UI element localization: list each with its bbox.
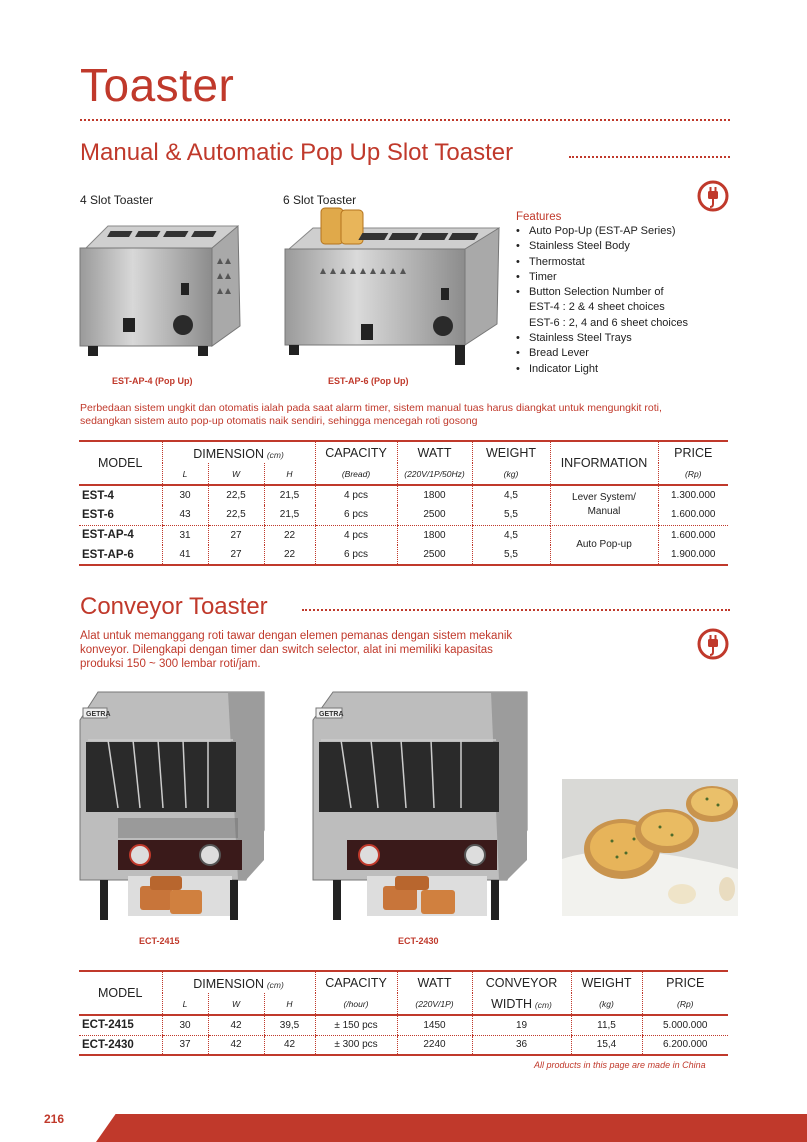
six-slot-caption: EST-AP-6 (Pop Up) bbox=[328, 376, 409, 386]
slot-toaster-table bbox=[79, 440, 728, 566]
four-slot-toaster-image bbox=[78, 218, 248, 368]
cell-watt: 2500 bbox=[397, 505, 472, 525]
conveyor-toaster-table bbox=[79, 970, 728, 1056]
cell-h: 21,5 bbox=[264, 485, 315, 505]
table-row bbox=[79, 1035, 728, 1055]
brand-logo-text: GETRA bbox=[86, 711, 111, 718]
cell-information-auto: Auto Pop-up bbox=[550, 525, 658, 565]
row-model: EST-6 bbox=[79, 505, 162, 525]
conveyor-heading-divider bbox=[302, 609, 730, 611]
features-block bbox=[516, 211, 688, 377]
cell-weight: 4,5 bbox=[472, 525, 550, 545]
col-conveyor-header: CONVEYOR bbox=[472, 971, 571, 993]
cell-w: 22,5 bbox=[208, 485, 264, 505]
col-dimension-header: DIMENSION (cm) bbox=[162, 971, 315, 993]
page-title: Toaster bbox=[80, 59, 235, 111]
row-model: EST-AP-4 bbox=[82, 529, 134, 542]
cell-weight: 15,4 bbox=[571, 1035, 642, 1055]
row-model: ECT-2430 bbox=[82, 1038, 134, 1051]
col-watt-unit: (220V/1P) bbox=[397, 993, 472, 1015]
conveyor-description bbox=[80, 629, 512, 671]
col-h-header: H bbox=[264, 993, 315, 1015]
feature-item: • Timer bbox=[516, 270, 688, 285]
cell-price: 5.000.000 bbox=[642, 1015, 728, 1035]
col-weight-unit: (kg) bbox=[571, 993, 642, 1015]
cell-capacity: 4 pcs bbox=[315, 485, 397, 505]
col-capacity-header: CAPACITY bbox=[315, 441, 397, 463]
conveyor-description-line: Alat untuk memanggang roti tawar dengan elemen pemanas dengan sistem mekanik bbox=[80, 630, 513, 642]
col-model-header: MODEL bbox=[98, 986, 143, 1000]
cell-h: 39,5 bbox=[264, 1015, 315, 1035]
cell-l: 30 bbox=[162, 485, 208, 505]
cell-l: 30 bbox=[162, 1015, 208, 1035]
conveyor-section-heading: Conveyor Toaster bbox=[80, 593, 268, 620]
garlic-bread-photo bbox=[562, 779, 738, 916]
col-dimension-header: DIMENSION (cm) bbox=[162, 441, 315, 463]
cell-l: 41 bbox=[162, 545, 208, 565]
col-l-header: L bbox=[162, 993, 208, 1015]
col-capacity-unit: (/hour) bbox=[315, 993, 397, 1015]
title-divider bbox=[80, 119, 730, 121]
col-weight-unit: (kg) bbox=[472, 463, 550, 485]
feature-subitem: EST-4 : 2 & 4 sheet choices bbox=[529, 301, 665, 314]
cell-watt: 1450 bbox=[397, 1015, 472, 1035]
conveyor-description-line: produksi 150 ~ 300 lembar roti/jam. bbox=[80, 658, 261, 670]
cell-h: 22 bbox=[264, 545, 315, 565]
cell-price: 1.900.000 bbox=[658, 545, 728, 565]
cell-watt: 2240 bbox=[397, 1035, 472, 1055]
footer-band bbox=[96, 1114, 807, 1142]
cell-w: 27 bbox=[208, 525, 264, 545]
plug-icon bbox=[697, 628, 729, 660]
six-slot-label: 6 Slot Toaster bbox=[283, 193, 357, 207]
col-capacity-unit: (Bread) bbox=[315, 463, 397, 485]
cell-h: 21,5 bbox=[264, 505, 315, 525]
table-row bbox=[79, 1015, 728, 1035]
cell-h: 42 bbox=[264, 1035, 315, 1055]
cell-price: 1.600.000 bbox=[658, 525, 728, 545]
slot-note-line: sedangkan sistem auto pop-up otomatis naik sendiri, sehingga mencegah roti gosong bbox=[80, 415, 478, 427]
col-l-header: L bbox=[162, 463, 208, 485]
table-row bbox=[79, 525, 728, 545]
six-slot-toaster-image bbox=[283, 206, 503, 374]
feature-item: • Indicator Light bbox=[516, 362, 688, 377]
slot-heading-divider bbox=[569, 156, 730, 158]
features-list bbox=[516, 224, 688, 377]
table-row bbox=[79, 485, 728, 505]
page-number: 216 bbox=[44, 1112, 65, 1126]
cell-price: 1.300.000 bbox=[658, 485, 728, 505]
col-w-header: W bbox=[208, 463, 264, 485]
col-model-header: MODEL bbox=[98, 456, 143, 470]
col-watt-header: WATT bbox=[397, 441, 472, 463]
cell-watt: 1800 bbox=[397, 485, 472, 505]
feature-subitem: EST-6 : 2, 4 and 6 sheet choices bbox=[529, 316, 688, 329]
feature-item: • Stainless Steel Body bbox=[516, 239, 688, 254]
cell-l: 43 bbox=[162, 505, 208, 525]
col-price-header: PRICE bbox=[658, 441, 728, 463]
brand-logo-text: GETRA bbox=[319, 711, 344, 718]
cell-capacity: ± 150 pcs bbox=[315, 1015, 397, 1035]
col-conveyor-sub: WIDTH (cm) bbox=[472, 993, 571, 1015]
cell-price: 1.600.000 bbox=[658, 505, 728, 525]
four-slot-caption: EST-AP-4 (Pop Up) bbox=[112, 376, 193, 386]
cell-conveyor: 36 bbox=[472, 1035, 571, 1055]
col-price-header: PRICE bbox=[642, 971, 728, 993]
cell-weight: 4,5 bbox=[472, 485, 550, 505]
cell-capacity: ± 300 pcs bbox=[315, 1035, 397, 1055]
features-title: Features bbox=[516, 211, 562, 223]
col-price-unit: (Rp) bbox=[642, 993, 728, 1015]
row-model: ECT-2415 bbox=[79, 1015, 162, 1035]
cell-weight: 11,5 bbox=[571, 1015, 642, 1035]
four-slot-label: 4 Slot Toaster bbox=[80, 193, 154, 207]
conveyor-toaster-image-a bbox=[78, 690, 268, 930]
feature-item: • Stainless Steel Trays bbox=[516, 331, 688, 346]
slot-note bbox=[80, 402, 662, 428]
slot-note-line: Perbedaan sistem ungkit dan otomatis ialah pada saat alarm timer, sistem manual tuas harus diangkat untuk mengungkit roti, bbox=[80, 402, 662, 414]
conveyor-caption-a: ECT-2415 bbox=[139, 936, 180, 946]
col-price-unit: (Rp) bbox=[658, 463, 728, 485]
col-information-header: INFORMATION bbox=[550, 441, 658, 485]
cell-w: 27 bbox=[208, 545, 264, 565]
col-weight-header: WEIGHT bbox=[472, 441, 550, 463]
cell-conveyor: 19 bbox=[472, 1015, 571, 1035]
cell-watt: 2500 bbox=[397, 545, 472, 565]
conveyor-toaster-image-b bbox=[311, 690, 531, 930]
slot-section-heading: Manual & Automatic Pop Up Slot Toaster bbox=[80, 139, 514, 166]
feature-item: • Bread Lever bbox=[516, 346, 688, 361]
col-watt-header: WATT bbox=[397, 971, 472, 993]
row-model: EST-4 bbox=[82, 489, 114, 502]
col-h-header: H bbox=[264, 463, 315, 485]
col-w-header: W bbox=[208, 993, 264, 1015]
cell-weight: 5,5 bbox=[472, 505, 550, 525]
conveyor-caption-b: ECT-2430 bbox=[398, 936, 439, 946]
cell-w: 42 bbox=[208, 1035, 264, 1055]
cell-price: 6.200.000 bbox=[642, 1035, 728, 1055]
col-weight-header: WEIGHT bbox=[571, 971, 642, 993]
plug-icon bbox=[697, 180, 729, 212]
cell-watt: 1800 bbox=[397, 525, 472, 545]
conveyor-description-line: konveyor. Dilengkapi dengan timer dan switch selector, alat ini memiliki kapasitas bbox=[80, 644, 493, 656]
cell-w: 42 bbox=[208, 1015, 264, 1035]
cell-capacity: 6 pcs bbox=[315, 545, 397, 565]
feature-item: • Auto Pop-Up (EST-AP Series) bbox=[516, 224, 688, 239]
row-model: EST-AP-6 bbox=[82, 548, 134, 561]
cell-l: 31 bbox=[162, 525, 208, 545]
cell-weight: 5,5 bbox=[472, 545, 550, 565]
cell-capacity: 6 pcs bbox=[315, 505, 397, 525]
col-capacity-header: CAPACITY bbox=[315, 971, 397, 993]
cell-h: 22 bbox=[264, 525, 315, 545]
cell-w: 22,5 bbox=[208, 505, 264, 525]
cell-capacity: 4 pcs bbox=[315, 525, 397, 545]
cell-l: 37 bbox=[162, 1035, 208, 1055]
feature-item: • Thermostat bbox=[516, 255, 688, 270]
col-watt-unit: (220V/1P/50Hz) bbox=[397, 463, 472, 485]
footer-note: All products in this page are made in China bbox=[534, 1060, 706, 1070]
feature-item: • Button Selection Number of bbox=[516, 285, 688, 300]
cell-information-manual: Lever System/ Manual bbox=[550, 485, 658, 525]
